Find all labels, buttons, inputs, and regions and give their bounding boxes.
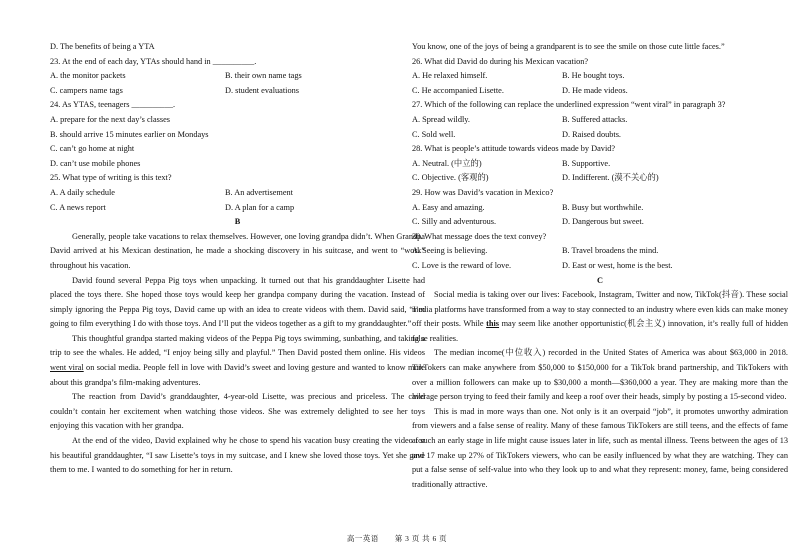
q26-option-c: C. He accompanied Lisette.	[412, 85, 504, 95]
passage-c-paragraph-1	[412, 288, 788, 346]
q28-options-row2	[412, 171, 788, 186]
section-b-heading: B	[234, 217, 241, 227]
q26-option-b: B. He bought toys.	[562, 71, 625, 81]
q29-stem: 29. How was David’s vacation in Mexico?	[412, 187, 554, 197]
q25-options-row1	[50, 186, 425, 201]
q30-stem: 30. What message does the text convey?	[412, 231, 547, 241]
q29-option-c: C. Silly and adventurous.	[412, 217, 497, 227]
q29-option-b: B. Busy but worthwhile.	[562, 202, 644, 212]
q24-option-a: A. prepare for the next day’s classes	[50, 114, 171, 124]
page-footer: 高一英语 第 3 页 共 6 页	[346, 534, 448, 543]
passage-b-paragraph-1: Generally, people take vacations to relax themselves. However, one loving grandpa didn’t. When Grandpa David arrived at his Mexican destination, he made a shocking discovery in his suitcase, and went to “work” throughout his vacation.	[50, 231, 425, 270]
q25-options-row2	[50, 201, 425, 216]
q23-option-c: C. campers name tags	[50, 85, 123, 95]
q24-option-d: D. can’t use mobile phones	[50, 158, 141, 168]
q26-stem: 26. What did David do during his Mexican vacation?	[412, 56, 589, 66]
q25-option-b: B. An advertisement	[225, 187, 293, 197]
passage-b-paragraph-2: David found several Peppa Pig toys when unpacking. It turned out that his granddaughter Lisette had placed the toys there. She hoped those toys would keep her grandpa company during the vacation. Instead of simply ignoring the Peppa Pig toys, David came up with an idea to create videos with them. David said, “I’m going to film everything I do with those toys. And I’ll put the videos together as a gift to my granddaughter.”	[50, 275, 425, 329]
passage-c-paragraph-3: This is mad in more ways than one. Not only is it an overpaid “job”, it promotes unworthy admiration from viewers and a false sense of reality. Many of these famous TikTokers are still teens, and the effects of fame at such an early stage in life might cause issues later in life, such as mental illness. Teens between the ages of 13 and 17 make up 27% of TikTokers viewers, who can be easily influenced by what they are watching. They can put a false sense of self-value into who they look up to and what they represent: money, fame, being considered traditionally attractive.	[412, 406, 788, 489]
passage-b-paragraph-5-continued: You know, one of the joys of being a grandparent is to see the smile on those cute little faces.”	[412, 42, 725, 51]
section-c-heading: C	[597, 275, 603, 285]
q29-option-d: D. Dangerous but sweet.	[562, 217, 644, 227]
q27-stem: 27. Which of the following can replace the underlined expression “went viral” in paragraph 3?	[412, 100, 726, 110]
paragraph-3-start: This thoughtful grandpa started making videos of the Peppa Pig toys swimming, sunbathing, and taking a trip to see the whales. He added, “I enjoy being silly and playful.” Then David posted them online. His videos	[50, 333, 425, 358]
q27-options-row1	[412, 113, 788, 128]
q23-options-row2	[50, 84, 425, 99]
q23-options-row1	[50, 69, 425, 84]
q28-stem: 28. What is people’s attitude towards videos made by David?	[412, 144, 616, 154]
underlined-went-viral: went viral	[50, 363, 84, 373]
q28-option-a: A. Neutral. (中立的)	[412, 158, 482, 168]
q26-option-a: A. He relaxed himself.	[412, 71, 488, 81]
q30-options-row1	[412, 244, 788, 259]
passage-c-paragraph-2: The median income(中位收入) recorded in the United States of America was about $63,000 in 2018. TikTokers can make anywhere from $50,000 to $150,000 for a TikTok brand partnership, and TikTokers with over a million followers can make up to $30,000 a month—$360,000 a year. They are making more than the average person trying to feed their family and keep a roof over their heads, simply by posting a 15-second video.	[412, 348, 788, 402]
q28-option-b: B. Supportive.	[562, 158, 611, 168]
q24-option-b: B. should arrive 15 minutes earlier on Mondays	[50, 129, 209, 139]
c-paragraph-1-start: Social media is taking over our lives: Facebook, Instagram, Twitter and now, TikTok(抖音). These social media platforms have transformed from a way to stay connected to an industry where even kids can make money off their posts. While	[412, 290, 788, 329]
q27-option-c: C. Sold well.	[412, 129, 456, 139]
q28-option-d: D. Indifferent. (漠不关心的)	[562, 173, 659, 183]
q23-option-a: A. the monitor packets	[50, 71, 126, 81]
q25-stem: 25. What type of writing is this text?	[50, 173, 172, 183]
q26-option-d: D. He made videos.	[562, 85, 628, 95]
q22-option-d: D. The benefits of being a YTA	[50, 42, 155, 51]
q27-options-row2	[412, 128, 788, 143]
underlined-this: this	[486, 319, 500, 329]
q29-options-row2	[412, 215, 788, 230]
right-column	[412, 40, 788, 492]
q30-options-row2	[412, 259, 788, 274]
passage-b-paragraph-4: The reaction from David’s granddaughter, 4-year-old Lisette, was precious and priceless. The child couldn’t contain her excitement when watching those videos. She was extremely delighted to see her toys enjoying this vacation with her grandpa.	[50, 392, 425, 431]
q25-option-c: C. A news report	[50, 202, 106, 212]
q26-options-row1	[412, 69, 788, 84]
passage-b-paragraph-3	[50, 332, 425, 390]
q27-option-a: A. Spread wildly.	[412, 114, 470, 124]
q28-options-row1	[412, 157, 788, 172]
q23-option-b: B. their own name tags	[225, 71, 302, 81]
q24-option-c: C. can’t go home at night	[50, 144, 135, 154]
q30-option-a: A. Seeing is believing.	[412, 246, 488, 256]
paragraph-3-end: on social media. People fell in love with David’s sweet and loving gesture and wanted to know more about this grandpa’s film-making adventures.	[50, 363, 425, 387]
q27-option-b: B. Suffered attacks.	[562, 114, 628, 124]
left-column	[50, 40, 425, 478]
q26-options-row2	[412, 84, 788, 99]
q28-option-c: C. Objective. (客观的)	[412, 173, 489, 183]
passage-b-paragraph-5: At the end of the video, David explained why he chose to spend his vacation busy creating the video for his beautiful granddaughter, “I saw Lisette’s toys in my suitcase, and I knew she loved those toys. Yet she gave them to me. I wanted to do something for her in return.	[50, 436, 425, 475]
q30-option-d: D. East or west, home is the best.	[562, 260, 673, 270]
q27-option-d: D. Raised doubts.	[562, 129, 621, 139]
q29-option-a: A. Easy and amazing.	[412, 202, 485, 212]
q30-option-c: C. Love is the reward of love.	[412, 260, 512, 270]
q23-stem: 23. At the end of each day, YTAs should hand in __________.	[50, 56, 257, 66]
q29-options-row1	[412, 201, 788, 216]
q24-stem: 24. As YTAS, teenagers __________.	[50, 100, 176, 110]
q30-option-b: B. Travel broadens the mind.	[562, 246, 659, 256]
c-paragraph-1-end: may seem like another opportunistic(机会主义) innovation, it’s really full of hidden false realities.	[412, 319, 788, 343]
q25-option-d: D. A plan for a camp	[225, 202, 295, 212]
q25-option-a: A. A daily schedule	[50, 187, 115, 197]
q23-option-d: D. student evaluations	[225, 85, 299, 95]
